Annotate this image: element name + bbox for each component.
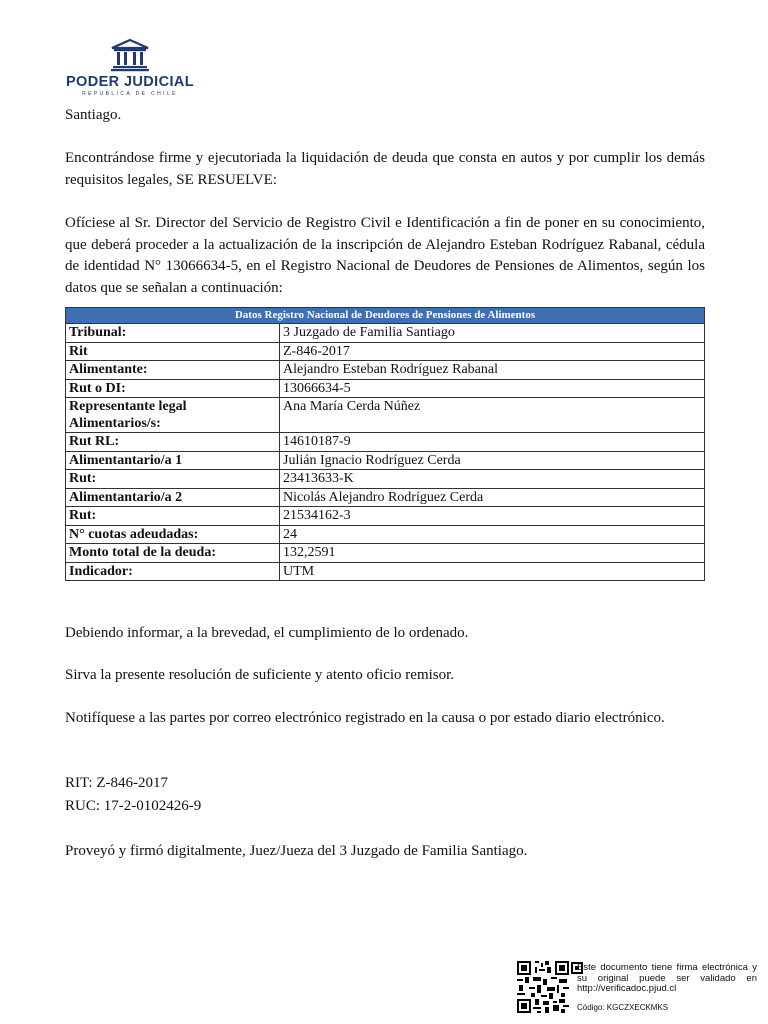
table-row (66, 361, 705, 380)
table-row (66, 433, 705, 452)
paragraph-resolution: Encontrándose firme y ejecutoriada la liquidación de deuda que consta en autos y por cumplir los demás requisitos legales, SE RESUELVE: (65, 150, 705, 188)
logo-subtitle: REPUBLICA DE CHILE (82, 91, 178, 97)
row-value: 24 (280, 525, 705, 544)
table-header-row (66, 308, 705, 324)
logo-title: PODER JUDICIAL (65, 74, 195, 90)
row-label: Alimentantario/a 1 (66, 451, 280, 470)
rit-line: RIT: Z-846-2017 (65, 775, 168, 791)
row-value: Julián Ignacio Rodríguez Cerda (280, 451, 705, 470)
row-label: Rut: (66, 507, 280, 526)
table-row (66, 507, 705, 526)
courthouse-icon (108, 38, 152, 72)
row-label: Indicador: (66, 562, 280, 581)
poder-judicial-logo (64, 38, 196, 98)
table-row (66, 470, 705, 489)
debtor-data-table (65, 307, 705, 581)
closing-line: Proveyó y firmó digitalmente, Juez/Jueza del 3 Juzgado de Familia Santiago. (65, 843, 528, 859)
row-label: Rut RL: (66, 433, 280, 452)
row-value: Nicolás Alejandro Rodríguez Cerda (280, 488, 705, 507)
table-row (66, 544, 705, 563)
row-value: UTM (280, 562, 705, 581)
row-value: 132,2591 (280, 544, 705, 563)
verification-code: Código: KGCZXECKMKS (577, 1003, 669, 1012)
row-label: Rut: (66, 470, 280, 489)
paragraph-inform: Debiendo informar, a la brevedad, el cumplimiento de lo ordenado. (65, 625, 469, 641)
table-title: Datos Registro Nacional de Deudores de Pensiones de Alimentos (66, 308, 705, 324)
row-value: Z-846-2017 (280, 342, 705, 361)
row-value: 3 Juzgado de Familia Santiago (280, 324, 705, 343)
signature-notice: Este documento tiene firma electrónica y su original puede ser validado en http://verificadoc.pjud.cl (577, 962, 757, 994)
row-label: N° cuotas adeudadas: (66, 525, 280, 544)
qr-code-icon (517, 961, 569, 1013)
table-row (66, 342, 705, 361)
row-label: Tribunal: (66, 324, 280, 343)
table-row (66, 379, 705, 398)
row-label: Rit (66, 342, 280, 361)
row-label: Monto total de la deuda: (66, 544, 280, 563)
paragraph-order: Ofíciese al Sr. Director del Servicio de Registro Civil e Identificación a fin de poner en su conocimiento, que deberá proceder a la actualización de la inscripción de Alejandro Esteban Rodríguez Rabanal, cédula de identidad N° 13066634-5, en el Registro Nacional de Deudores de Pensiones de Alimentos, según los datos que se señalan a continuación: (65, 215, 705, 296)
row-value: Alejandro Esteban Rodríguez Rabanal (280, 361, 705, 380)
paragraph-remisor: Sirva la presente resolución de suficiente y atento oficio remisor. (65, 667, 455, 683)
table-row (66, 488, 705, 507)
row-value: 23413633-K (280, 470, 705, 489)
row-value: 21534162-3 (280, 507, 705, 526)
ruc-line: RUC: 17-2-0102426-9 (65, 798, 202, 814)
row-label: Alimentante: (66, 361, 280, 380)
city-date: Santiago. (65, 107, 122, 123)
table-row (66, 324, 705, 343)
row-label: Alimentantario/a 2 (66, 488, 280, 507)
row-label: Rut o DI: (66, 379, 280, 398)
table-row (66, 451, 705, 470)
row-label: Representante legal Alimentarios/s: (66, 398, 280, 433)
electronic-signature-box (517, 961, 757, 1017)
paragraph-notify: Notifíquese a las partes por correo electrónico registrado en la causa o por estado diario electrónico. (65, 710, 665, 726)
table-row (66, 525, 705, 544)
row-value: Ana María Cerda Núñez (280, 398, 705, 433)
table-row (66, 562, 705, 581)
row-value: 14610187-9 (280, 433, 705, 452)
row-value: 13066634-5 (280, 379, 705, 398)
table-row (66, 398, 705, 433)
